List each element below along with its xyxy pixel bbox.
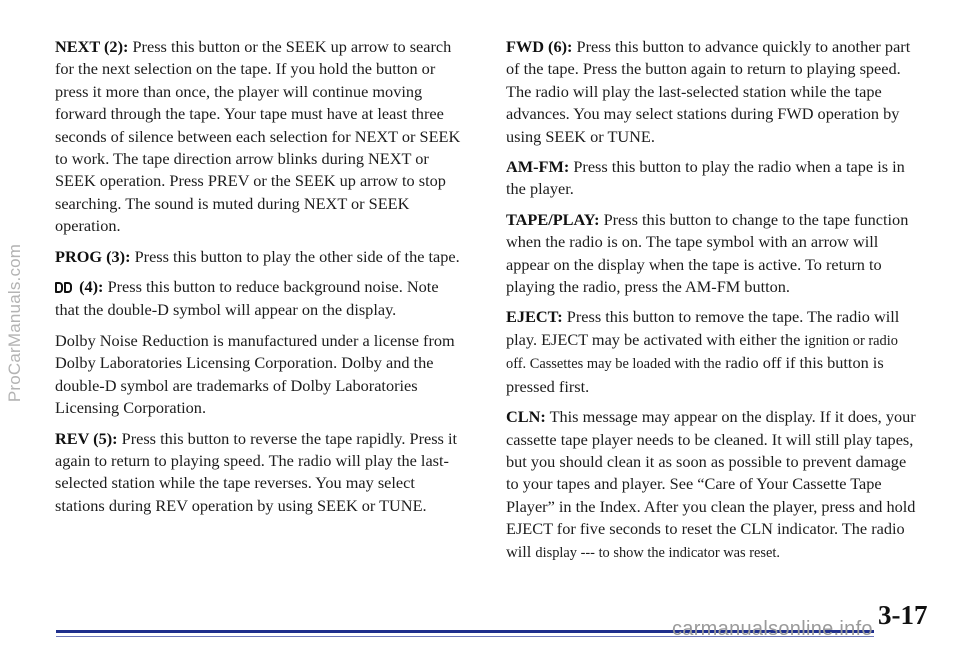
rev-body: Press this button to reverse the tape rapidly. Press it again to return to playing speed. The radio will play the last-selected station while the tape reverses. You may select stations during REV operation by using SEEK or TUNE. <box>55 428 458 515</box>
amfm-body: Press this button to play the radio when a tape is in the player. <box>506 157 905 199</box>
bottom-watermark: carmanualsonline.info <box>672 618 873 640</box>
prog-paragraph <box>55 246 465 268</box>
side-watermark <box>4 0 26 645</box>
double-d-icon <box>55 277 73 299</box>
tape-play-paragraph <box>506 209 916 299</box>
fwd-body: Press this button to advance quickly to another part of the tape. Press the button again to return to playing speed. The radio will play the last-selected station while the tape advances. You may select stations during FWD operation by using SEEK or TUNE. <box>506 37 911 146</box>
eject-term: EJECT: <box>506 307 563 327</box>
right-column <box>506 36 916 572</box>
fwd-term: FWD (6): <box>506 37 573 56</box>
dolby-body: Press this button to reduce background noise. Note that the double-D symbol will appear on the display. <box>55 277 439 320</box>
tape-play-body: Press this button to change to the tape function when the radio is on. The tape symbol with an arrow will appear on the display when the tape is active. To return to playing the radio, press the AM-FM button. <box>506 209 909 297</box>
rev-term: REV (5): <box>55 428 118 448</box>
prog-body: Press this button to play the other side of the tape. <box>134 246 460 266</box>
eject-body-end: radio off if this button is pressed first. <box>506 353 884 396</box>
next-body: Press this button or the SEEK up arrow to search for the next selection on the tape. If you hold the button or press it more than once, the player will continue moving forward through the tape. Your tape must have at least three seconds of silence between each selection for NEXT or SEEK to work. The tape direction arrow blinks during NEXT or SEEK operation. Press PREV or the SEEK up arrow to stop searching. The sound is muted during NEXT or SEEK operation. <box>55 37 461 236</box>
left-column <box>55 36 465 525</box>
page-number: 3-17 <box>878 600 928 630</box>
dolby-note: Dolby Noise Reduction is manufactured under a license from Dolby Laboratories Licensing Corporation. Dolby and the double-D symbol are trademarks of Dolby Laboratories Licensing Corporation. <box>55 330 455 418</box>
amfm-term: AM-FM: <box>506 157 570 177</box>
eject-body: Press this button to remove the tape. The radio will play. EJECT may be activated with either the <box>506 307 900 349</box>
cln-paragraph <box>506 406 916 564</box>
next-paragraph <box>55 36 465 238</box>
cln-term: CLN: <box>506 407 546 427</box>
cln-body: This message may appear on the display. If it does, your cassette tape player needs to be cleaned. It will still play tapes, but you should clean it as soon as possible to prevent damage to your tapes and player. See “Care of Your Cassette Tape Player” in the Index. After you clean the player, press and hold EJECT for five seconds to reset the CLN indicator. The radio will <box>506 407 916 561</box>
amfm-paragraph <box>506 156 916 201</box>
dolby-term: (4): <box>79 277 104 297</box>
fwd-paragraph <box>506 36 916 148</box>
eject-body-small: ignition or radio off. Cassettes may be loaded with the <box>506 332 898 373</box>
dolby-paragraph <box>55 276 465 322</box>
next-term: NEXT (2): <box>55 37 129 56</box>
side-watermark-text: ProCarManuals.com <box>5 243 24 402</box>
rev-paragraph <box>55 428 465 518</box>
tape-play-term: TAPE/PLAY: <box>506 209 600 229</box>
cln-body-small: display --- to show the indicator was reset. <box>535 544 780 561</box>
eject-paragraph <box>506 306 916 398</box>
prog-term: PROG (3): <box>55 246 131 266</box>
dolby-note-paragraph <box>55 330 465 420</box>
